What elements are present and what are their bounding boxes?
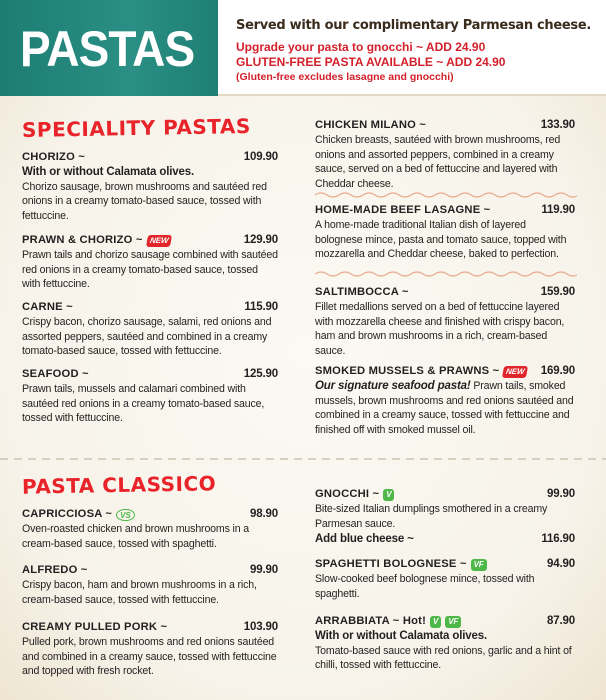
v-badge-icon: V xyxy=(383,489,394,501)
item-name-row xyxy=(22,233,278,248)
new-badge-icon: NEW xyxy=(146,235,172,247)
item-description-text: Crispy bacon, ham and brown mushrooms in a rich, cream-based sauce, tossed with fettuccine. xyxy=(22,579,257,606)
item-price: 103.90 xyxy=(243,621,278,633)
menu-item xyxy=(22,507,278,551)
menu-item xyxy=(22,563,278,607)
item-description-text: A home-made traditional Italian dish of layered bolognese mince, pasta and tomato sauce, topped with mozzarella and Cheddar cheese, baked to perfection. xyxy=(315,219,567,260)
item-price: 115.90 xyxy=(244,301,278,313)
item-price: 99.90 xyxy=(249,564,278,576)
item-description-text: Prawn tails, smoked mussels, brown mushrooms and red onions sautéed and combined in a creamy sauce, tossed with fettuccine and finished off with smoked mussel oil. xyxy=(315,380,574,436)
addon-label: Add blue cheese ~ xyxy=(315,533,414,545)
addon-row xyxy=(315,532,575,547)
item-price: 119.90 xyxy=(541,204,575,216)
item-description xyxy=(315,379,575,437)
menu-item xyxy=(315,203,575,262)
item-price: 94.90 xyxy=(546,558,575,570)
item-price: 125.90 xyxy=(243,368,278,380)
item-name-row xyxy=(315,203,575,218)
item-name-row xyxy=(22,150,278,165)
item-name: SPAGHETTI BOLOGNESE ~ xyxy=(315,558,467,571)
item-name-row xyxy=(22,507,278,522)
item-description-text: Fillet medallions served on a bed of fettuccine layered with mozzarella cheese and finished with crispy bacon, ham and brown mushrooms in a rich, cream-based sauce. xyxy=(315,301,565,357)
item-description xyxy=(22,315,278,359)
menu-item xyxy=(315,557,575,601)
wavy-divider xyxy=(315,191,577,199)
item-name-row xyxy=(315,487,575,502)
item-description xyxy=(22,382,278,426)
item-option: With or without Calamata olives. xyxy=(315,630,488,642)
menu-item xyxy=(315,614,575,673)
section-heading-classico: PASTA CLASSICO xyxy=(21,471,217,499)
page-title: PASTAS xyxy=(20,21,195,77)
item-description xyxy=(22,180,278,224)
item-description-text: Slow-cooked beef bolognese mince, tossed with spaghetti. xyxy=(315,573,535,600)
new-badge-icon: NEW xyxy=(502,366,528,378)
item-description xyxy=(315,502,575,531)
item-description-text: Prawn tails, mussels and calamari combined with sautéed red onions in a creamy tomato-based sauce, tossed with fettuccine. xyxy=(22,383,265,424)
pastas-banner xyxy=(0,0,218,96)
section-heading-speciality: SPECIALITY PASTAS xyxy=(21,114,251,142)
item-price: 87.90 xyxy=(546,615,575,627)
gluten-free-exclusions: (Gluten-free excludes lasagne and gnocchi) xyxy=(236,71,454,83)
item-name: SALTIMBOCCA ~ xyxy=(315,286,409,299)
item-name-row xyxy=(22,563,278,578)
item-name: HOME-MADE BEEF LASAGNE ~ xyxy=(315,204,491,217)
item-name: CHORIZO ~ xyxy=(22,151,86,164)
menu-item xyxy=(315,364,575,437)
item-description xyxy=(22,248,278,292)
item-description-text: Chorizo sausage, brown mushrooms and sautéed red onions in a creamy tomato-based sauce, tossed with fettuccine. xyxy=(22,180,267,222)
item-description-text: Oven-roasted chicken and brown mushrooms in a cream-based sauce, tossed with spaghetti. xyxy=(22,523,250,550)
item-name: ARRABBIATA ~ Hot! xyxy=(315,615,427,628)
item-name-row xyxy=(315,364,575,379)
item-description xyxy=(315,572,575,601)
menu-item xyxy=(22,233,278,292)
item-name: CREAMY PULLED PORK ~ xyxy=(22,621,168,634)
item-name-row xyxy=(22,300,278,315)
item-name-row xyxy=(22,620,278,635)
item-name: SEAFOOD ~ xyxy=(22,368,89,381)
item-description-text: Tomato-based sauce with red onions, garlic and a hint of chilli, tossed with fettuccine. xyxy=(315,644,572,671)
item-description xyxy=(315,644,575,673)
item-description-text: Pulled pork, brown mushrooms and red onions sautéed and combined in a creamy sauce, tossed with fettuccine and topped with fresh rocket. xyxy=(22,636,277,677)
v-badge-icon: V xyxy=(430,616,441,628)
addon-price: 116.90 xyxy=(541,533,575,545)
item-name: CHICKEN MILANO ~ xyxy=(315,119,427,132)
item-name: SMOKED MUSSELS & PRAWNS ~ xyxy=(315,365,500,378)
item-description xyxy=(315,133,575,191)
item-name-row xyxy=(315,118,575,133)
vs-badge-icon: VS xyxy=(116,509,134,521)
item-option: With or without Calamata olives. xyxy=(22,166,195,178)
item-price: 98.90 xyxy=(249,508,278,520)
item-description-text: Chicken breasts, sautéed with brown mushrooms, red onions and assorted peppers, combined in a creamy sauce, served on a bed of fettuccine and layered with Cheddar cheese. xyxy=(315,134,561,190)
section-divider xyxy=(0,456,606,462)
item-price: 99.90 xyxy=(546,488,575,500)
served-note: Served with our complimentary Parmesan cheese. xyxy=(236,18,592,33)
item-price: 129.90 xyxy=(243,234,278,246)
item-name: PRAWN & CHORIZO ~ xyxy=(22,234,143,247)
item-name: GNOCCHI ~ xyxy=(315,488,380,501)
item-price: 169.90 xyxy=(540,365,575,377)
item-description-text: Crispy bacon, chorizo sausage, salami, red onions and assorted peppers, sautéed and combined in a creamy tomato-based sauce, tossed with fettuccine. xyxy=(22,316,272,357)
item-name: ALFREDO ~ xyxy=(22,564,88,577)
menu-item xyxy=(22,150,278,223)
gluten-free-note: GLUTEN-FREE PASTA AVAILABLE ~ ADD 24.90 xyxy=(236,55,506,69)
menu-item xyxy=(22,300,278,359)
menu-item xyxy=(315,118,575,191)
item-description xyxy=(315,300,575,358)
item-description-text: Prawn tails and chorizo sausage combined with sautéed red onions in a creamy tomato-based sauce, tossed with fettuccine. xyxy=(22,249,278,290)
item-price: 159.90 xyxy=(540,286,575,298)
item-price: 109.90 xyxy=(243,151,278,163)
upgrade-note: Upgrade your pasta to gnocchi ~ ADD 24.90 xyxy=(236,40,486,54)
item-name-row xyxy=(315,557,575,572)
menu-item xyxy=(315,487,575,547)
item-description xyxy=(315,218,575,262)
item-name: CAPRICCIOSA ~ xyxy=(22,508,113,521)
item-name-row xyxy=(315,614,575,629)
item-description xyxy=(22,635,278,679)
item-name-row xyxy=(22,367,278,382)
item-name-row xyxy=(315,285,575,300)
item-price: 133.90 xyxy=(540,119,575,131)
menu-item xyxy=(22,620,278,679)
vf-badge-icon: VF xyxy=(445,616,461,628)
item-description xyxy=(22,578,278,607)
item-name: CARNE ~ xyxy=(22,301,73,314)
menu-item xyxy=(315,285,575,358)
item-description-text: Bite-sized Italian dumplings smothered in a creamy Parmesan sauce. xyxy=(315,503,548,530)
info-panel xyxy=(218,0,606,96)
item-tagline: Our signature seafood pasta! xyxy=(315,380,471,392)
wavy-divider xyxy=(315,270,577,278)
menu-item xyxy=(22,367,278,426)
vf-badge-icon: VF xyxy=(471,559,487,571)
item-description xyxy=(22,522,278,551)
